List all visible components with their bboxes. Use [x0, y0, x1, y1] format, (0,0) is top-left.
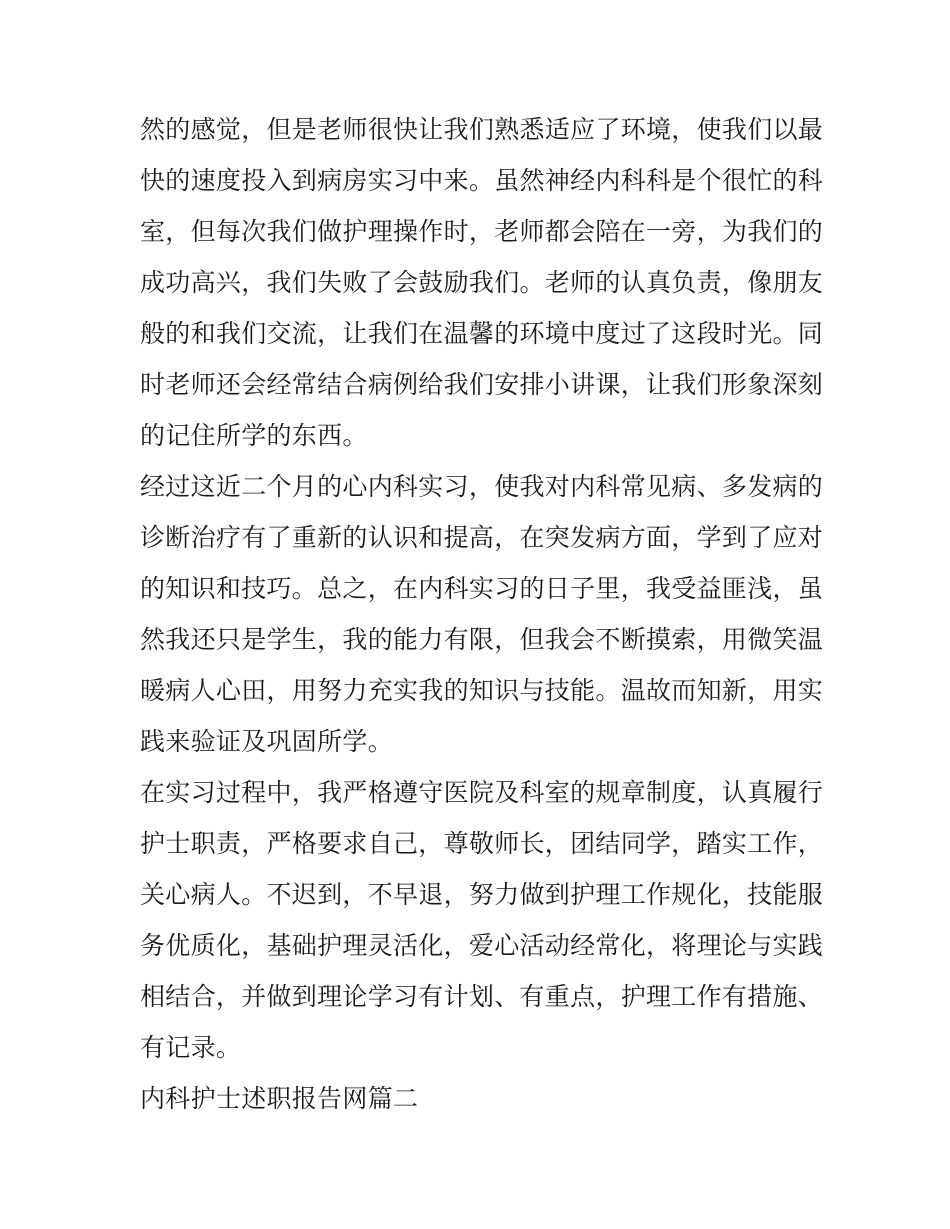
text-line: 的记住所学的东西。 — [140, 421, 368, 450]
text-line: 的知识和技巧。总之，在内科实习的日子里，我受益匪浅，虽 — [140, 574, 824, 603]
text-line: 关心病人。不迟到，不早退，努力做到护理工作规化，技能服 — [140, 880, 824, 909]
paragraph-teacher-guidance — [140, 104, 824, 461]
section-heading — [140, 1073, 812, 1124]
text-line: 相结合，并做到理论学习有计划、有重点，护理工作有措施、 — [140, 982, 824, 1011]
text-line: 然的感觉，但是老师很快让我们熟悉适应了环境，使我们以最 — [140, 115, 824, 144]
text-line: 室，但每次我们做护理操作时，老师都会陪在一旁，为我们的 — [140, 217, 824, 246]
text-line: 诊断治疗有了重新的认识和提高，在突发病方面，学到了应对 — [140, 523, 824, 552]
text-line: 般的和我们交流，让我们在温馨的环境中度过了这段时光。同 — [140, 319, 824, 348]
text-line: 经过这近二个月的心内科实习，使我对内科常见病、多发病的 — [140, 472, 824, 501]
text-line: 践来验证及巩固所学。 — [140, 727, 394, 756]
text-line: 务优质化，基础护理灵活化，爱心活动经常化，将理论与实践 — [140, 931, 824, 960]
text-line: 在实习过程中，我严格遵守医院及科室的规章制度，认真履行 — [140, 778, 824, 807]
section-heading-text: 内科护士述职报告网篇二 — [140, 1084, 419, 1113]
paragraph-internship-summary — [140, 461, 824, 767]
paragraph-rules-compliance — [140, 767, 824, 1073]
text-line: 快的速度投入到病房实习中来。虽然神经内科科是个很忙的科 — [140, 166, 824, 195]
text-line: 暖病人心田，用努力充实我的知识与技能。温故而知新，用实 — [140, 676, 824, 705]
text-line: 护士职责，严格要求自己，尊敬师长，团结同学，踏实工作， — [140, 829, 824, 858]
document-body — [140, 104, 824, 1124]
text-line: 成功高兴，我们失败了会鼓励我们。老师的认真负责，像朋友 — [140, 268, 824, 297]
text-line: 时老师还会经常结合病例给我们安排小讲课，让我们形象深刻 — [140, 370, 824, 399]
text-line: 有记录。 — [140, 1033, 242, 1062]
text-line: 然我还只是学生，我的能力有限，但我会不断摸索，用微笑温 — [140, 625, 824, 654]
